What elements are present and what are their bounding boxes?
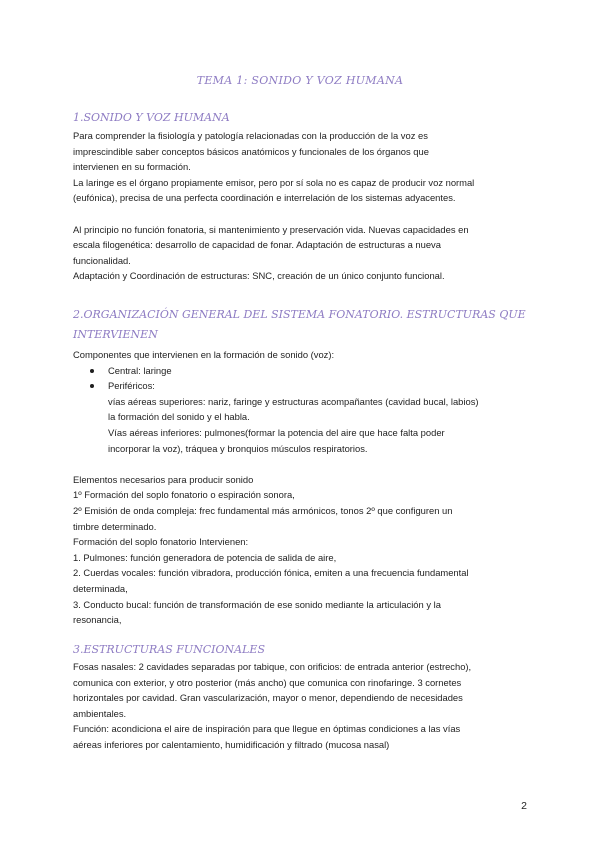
paragraph-line: imprescindible saber conceptos básicos anatómicos y funcionales de los órganos que bbox=[73, 145, 429, 157]
section-1-heading: 1.SONIDO Y VOZ HUMANA bbox=[73, 111, 230, 124]
paragraph-line: (eufónica), precisa de una perfecta coordinación e interrelación de los sistemas adyacentes. bbox=[73, 192, 456, 204]
blank-line bbox=[73, 456, 531, 472]
paragraph-line: Componentes que intervienen en la formación de sonido (voz): bbox=[73, 349, 335, 360]
page-number: 2 bbox=[521, 800, 527, 812]
paragraph-line: 2. Cuerdas vocales: función vibradora, producción fónica, emiten a una frecuencia fundamental bbox=[73, 567, 469, 579]
paragraph-line: Elementos necesarios para producir sonido bbox=[73, 473, 254, 485]
paragraph-line: ambientales. bbox=[73, 707, 127, 719]
section-3-heading: 3.ESTRUCTURAS FUNCIONALES bbox=[73, 643, 265, 656]
paragraph-line: resonancia, bbox=[73, 614, 122, 626]
paragraph-line: aéreas inferiores por calentamiento, humidificación y filtrado (mucosa nasal) bbox=[73, 738, 390, 750]
bullet-icon bbox=[90, 369, 94, 373]
sub-list-line: la formación del sonido y el habla. bbox=[108, 411, 250, 423]
section-1-body bbox=[73, 128, 531, 284]
page-title: TEMA 1: SONIDO Y VOZ HUMANA bbox=[196, 74, 404, 87]
sub-list-line: Vías aéreas inferiores: pulmones(formar la potencia del aire que hace falta poder bbox=[108, 426, 445, 438]
paragraph-line: Para comprender la fisiología y patología relacionadas con la producción de la voz es bbox=[73, 130, 428, 141]
section-2-heading bbox=[73, 305, 533, 345]
section-2-heading-line-2: INTERVIENEN bbox=[73, 328, 158, 341]
paragraph-line: determinada, bbox=[73, 582, 128, 594]
paragraph-line: horizontales por cavidad. Gran vascularización, mayor o menor, dependiendo de necesidades bbox=[73, 692, 463, 704]
paragraph-line: La laringe es el órgano propiamente emisor, pero por sí sola no es capaz de producir voz normal bbox=[73, 176, 475, 188]
paragraph-line: 2º Emisión de onda compleja: frec fundamental más armónicos, tonos 2º que configuren un bbox=[73, 504, 453, 516]
paragraph-line: 3. Conducto bucal: función de transformación de ese sonido mediante la articulación y la bbox=[73, 598, 441, 610]
sub-list-line: incorporar la voz), tráquea y bronquios músculos respiratorios. bbox=[108, 442, 368, 454]
paragraph-line: 1º Formación del soplo fonatorio o espiración sonora, bbox=[73, 489, 295, 501]
paragraph-line: timbre determinado. bbox=[73, 520, 157, 532]
paragraph-line: Al principio no función fonatoria, si mantenimiento y preservación vida. Nuevas capacidades en bbox=[73, 223, 469, 235]
paragraph-line: Función: acondiciona el aire de inspiración para que llegue en óptimas condiciones a las vías bbox=[73, 723, 461, 735]
list-item-text: Periféricos: bbox=[108, 380, 155, 392]
section-2-body bbox=[73, 347, 531, 628]
list-item bbox=[73, 378, 531, 394]
paragraph-line: Formación del soplo fonatorio Intervienen: bbox=[73, 536, 249, 548]
blank-line bbox=[73, 206, 531, 222]
list-item-text: Central: laringe bbox=[108, 364, 172, 376]
paragraph-line: Fosas nasales: 2 cavidades separadas por tabique, con orificios: de entrada anterior (estrecho), bbox=[73, 661, 472, 672]
list-item bbox=[73, 363, 531, 379]
paragraph-line: intervienen en su formación. bbox=[73, 161, 191, 173]
paragraph-line: 1. Pulmones: función generadora de potencia de salida de aire, bbox=[73, 551, 337, 563]
section-3-body bbox=[73, 659, 531, 753]
section-2-heading-line-1: 2.ORGANIZACIÓN GENERAL DEL SISTEMA FONATORIO. ESTRUCTURAS QUE bbox=[73, 308, 526, 321]
sub-list-line: vías aéreas superiores: nariz, faringe y estructuras acompañantes (cavidad bucal, labios) bbox=[108, 395, 479, 407]
paragraph-line: funcionalidad. bbox=[73, 254, 131, 266]
paragraph-line: Adaptación y Coordinación de estructuras: SNC, creación de un único conjunto funcional. bbox=[73, 270, 445, 282]
paragraph-line: comunica con exterior, y otro posterior (más ancho) que comunica con rinofaringe. 3 cornetes bbox=[73, 676, 462, 688]
paragraph-line: escala filogenética: desarrollo de capacidad de fonar. Adaptación de estructuras a nueva bbox=[73, 239, 441, 251]
